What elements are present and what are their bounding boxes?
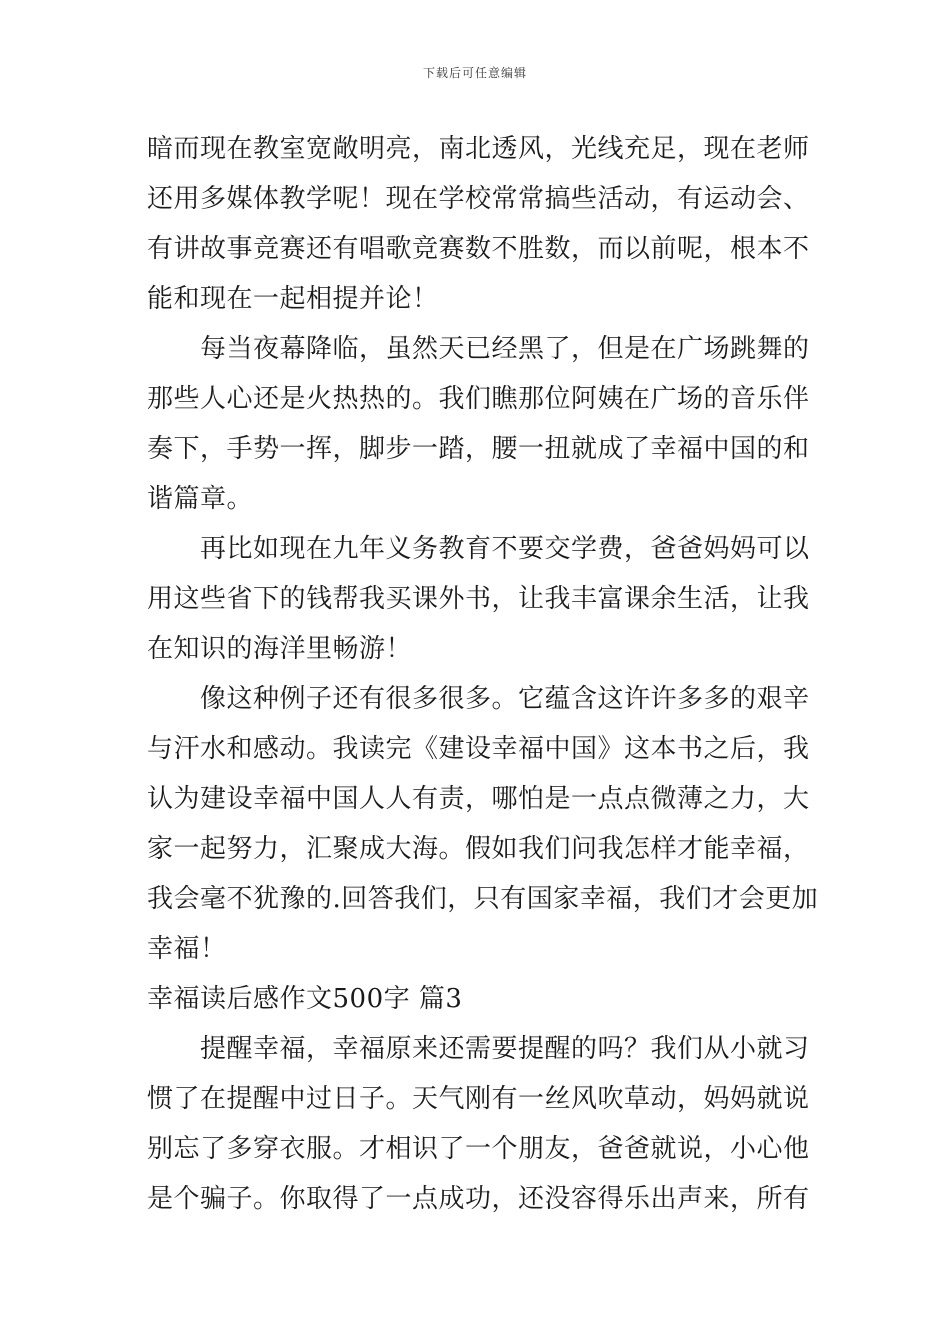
page-header: 下载后可任意编辑 xyxy=(422,66,527,80)
text-line: 有讲故事竞赛还有唱歌竞赛数不胜数，而以前呢，根本不 xyxy=(147,234,810,264)
text-line: 我会毫不犹豫的.回答我们，只有国家幸福，我们才会更加 xyxy=(147,884,819,914)
text-line: 在知识的海洋里畅游！ xyxy=(147,634,413,664)
text-line: 用这些省下的钱帮我买课外书，让我丰富课余生活，让我 xyxy=(147,584,810,614)
text-line: 每当夜幕降临，虽然天已经黑了，但是在广场跳舞的 xyxy=(147,334,810,364)
text-line: 谐篇章。 xyxy=(147,484,254,514)
text-line: 那些人心还是火热热的。我们瞧那位阿姨在广场的音乐伴 xyxy=(147,384,810,414)
text-line: 暗而现在教室宽敞明亮，南北透风，光线充足，现在老师 xyxy=(147,134,810,164)
text-line: 奏下，手势一挥，脚步一踏，腰一扭就成了幸福中国的和 xyxy=(147,434,810,464)
text-line: 再比如现在九年义务教育不要交学费，爸爸妈妈可以 xyxy=(147,534,810,564)
text-line: 像这种例子还有很多很多。它蕴含这许许多多的艰辛 xyxy=(147,684,810,714)
text-line: 能和现在一起相提并论！ xyxy=(147,284,439,314)
text-line: 家一起努力，汇聚成大海。假如我们问我怎样才能幸福， xyxy=(147,834,810,864)
text-line: 还用多媒体教学呢！现在学校常常搞些活动，有运动会、 xyxy=(147,184,810,214)
text-line: 是个骗子。你取得了一点成功，还没容得乐出声来，所有 xyxy=(147,1184,810,1214)
text-line: 与汗水和感动。我读完《建设幸福中国》这本书之后，我 xyxy=(147,734,810,764)
text-line: 别忘了多穿衣服。才相识了一个朋友，爸爸就说，小心他 xyxy=(147,1134,810,1164)
text-line: 提醒幸福，幸福原来还需要提醒的吗？我们从小就习 xyxy=(147,1034,810,1064)
text-line: 认为建设幸福中国人人有责，哪怕是一点点微薄之力，大 xyxy=(147,784,810,814)
section-heading: 幸福读后感作文500字 篇3 xyxy=(147,984,463,1014)
text-line: 惯了在提醒中过日子。天气刚有一丝风吹草动，妈妈就说 xyxy=(147,1084,810,1114)
text-line: 幸福！ xyxy=(147,934,227,964)
